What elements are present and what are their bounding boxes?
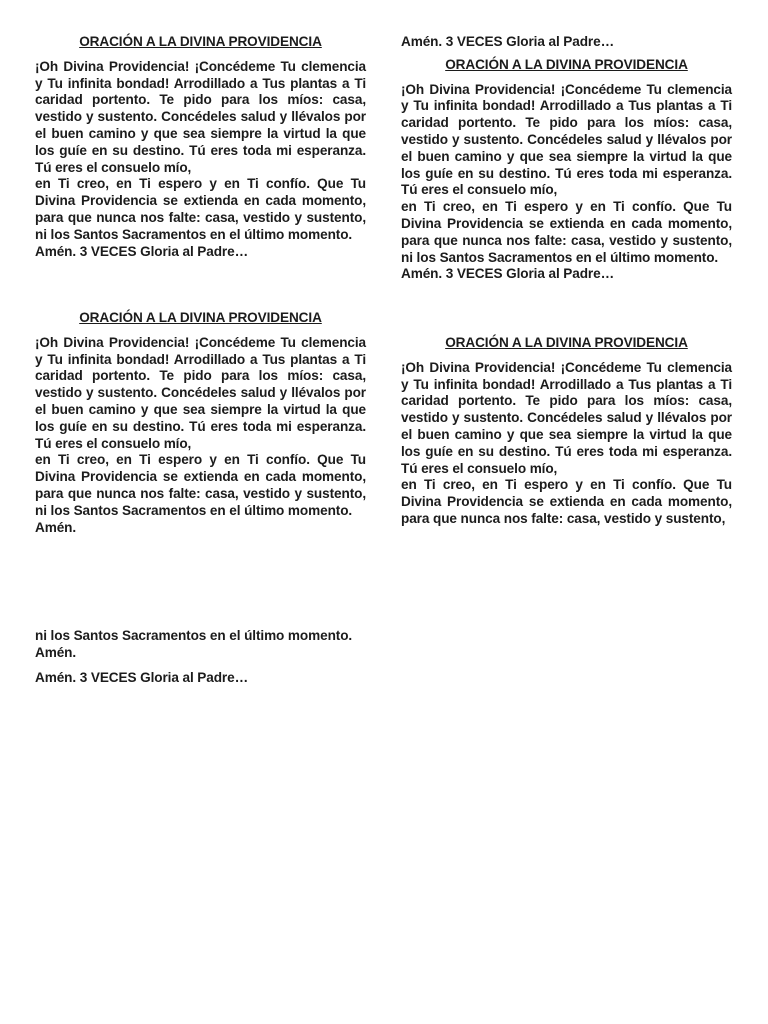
prayer-title: ORACIÓN A LA DIVINA PROVIDENCIA: [445, 56, 688, 72]
prayer-card-4: [401, 335, 732, 528]
prayer-closing: Amén. 3 VECES Gloria al Padre…: [401, 266, 615, 282]
prayer-card-2: [401, 34, 732, 283]
prayer-fragment-2: [35, 670, 366, 687]
prayer-body: ¡Oh Divina Providencia! ¡Concédeme Tu clemencia y Tu infinita bondad! Arrodillado a Tus plantas a Ti caridad portento. Te pido para los míos: casa, vestido y sustento. Concédeles salud y llévalos por el buen camino y que sea siempre la virtud la que los guíe en su destino. Tú eres toda mi esperanza. Tú eres el consuelo mío,: [35, 334, 366, 451]
prayer-fragment: [35, 628, 366, 662]
prayer-fragment-text: ni los Santos Sacramentos en el último momento.: [35, 628, 353, 643]
prayer-card-3: [35, 310, 366, 536]
prayer-fragment-closing: Amén.: [35, 644, 77, 660]
prayer-body-continued: en Ti creo, en Ti espero y en Ti confío. Que Tu Divina Providencia se extienda en cada momento, para que nunca nos falte: casa, vestido y sustento, ni los Santos Sacramentos en el último momento.: [35, 452, 366, 518]
prayer-closing: Amén.: [35, 519, 77, 535]
prayer-pre-closing: Amén. 3 VECES Gloria al Padre…: [401, 34, 615, 49]
prayer-title: ORACIÓN A LA DIVINA PROVIDENCIA: [79, 310, 322, 325]
prayer-card-1: [35, 34, 366, 260]
prayer-body: ¡Oh Divina Providencia! ¡Concédeme Tu clemencia y Tu infinita bondad! Arrodillado a Tus plantas a Ti caridad portento. Te pido para los míos: casa, vestido y sustento. Concédeles salud y llévalos por el buen camino y que sea siempre la virtud la que los guíe en su destino. Tú eres toda mi esperanza. Tú eres el consuelo mío,: [35, 58, 366, 175]
prayer-closing: Amén. 3 VECES Gloria al Padre…: [35, 243, 249, 259]
prayer-fragment-2-closing: Amén. 3 VECES Gloria al Padre…: [35, 670, 249, 685]
prayer-title: ORACIÓN A LA DIVINA PROVIDENCIA: [79, 34, 322, 49]
prayer-body-continued: en Ti creo, en Ti espero y en Ti confío. Que Tu Divina Providencia se extienda en cada momento, para que nunca nos falte: casa, vestido y sustento, ni los Santos Sacramentos en el último momento.: [35, 176, 366, 242]
prayer-body: ¡Oh Divina Providencia! ¡Concédeme Tu clemencia y Tu infinita bondad! Arrodillado a Tus plantas a Ti caridad portento. Te pido para los míos: casa, vestido y sustento. Concédeles salud y llévalos por el buen camino y que sea siempre la virtud la que los guíe en su destino. Tú eres toda mi esperanza. Tú eres el consuelo mío,: [401, 359, 732, 476]
prayer-body: ¡Oh Divina Providencia! ¡Concédeme Tu clemencia y Tu infinita bondad! Arrodillado a Tus plantas a Ti caridad portento. Te pido para los míos: casa, vestido y sustento. Concédeles salud y llévalos por el buen camino y que sea siempre la virtud la que los guíe en su destino. Tú eres toda mi esperanza. Tú eres el consuelo mío,: [401, 81, 732, 198]
prayer-body-continued: en Ti creo, en Ti espero y en Ti confío. Que Tu Divina Providencia se extienda en cada momento, para que nunca nos falte: casa, vestido y sustento, ni los Santos Sacramentos en el último momento.: [401, 199, 732, 265]
prayer-title: ORACIÓN A LA DIVINA PROVIDENCIA: [445, 335, 688, 350]
prayer-body-continued: en Ti creo, en Ti espero y en Ti confío. Que Tu Divina Providencia se extienda en cada momento, para que nunca nos falte: casa, vestido y sustento,: [401, 477, 732, 526]
